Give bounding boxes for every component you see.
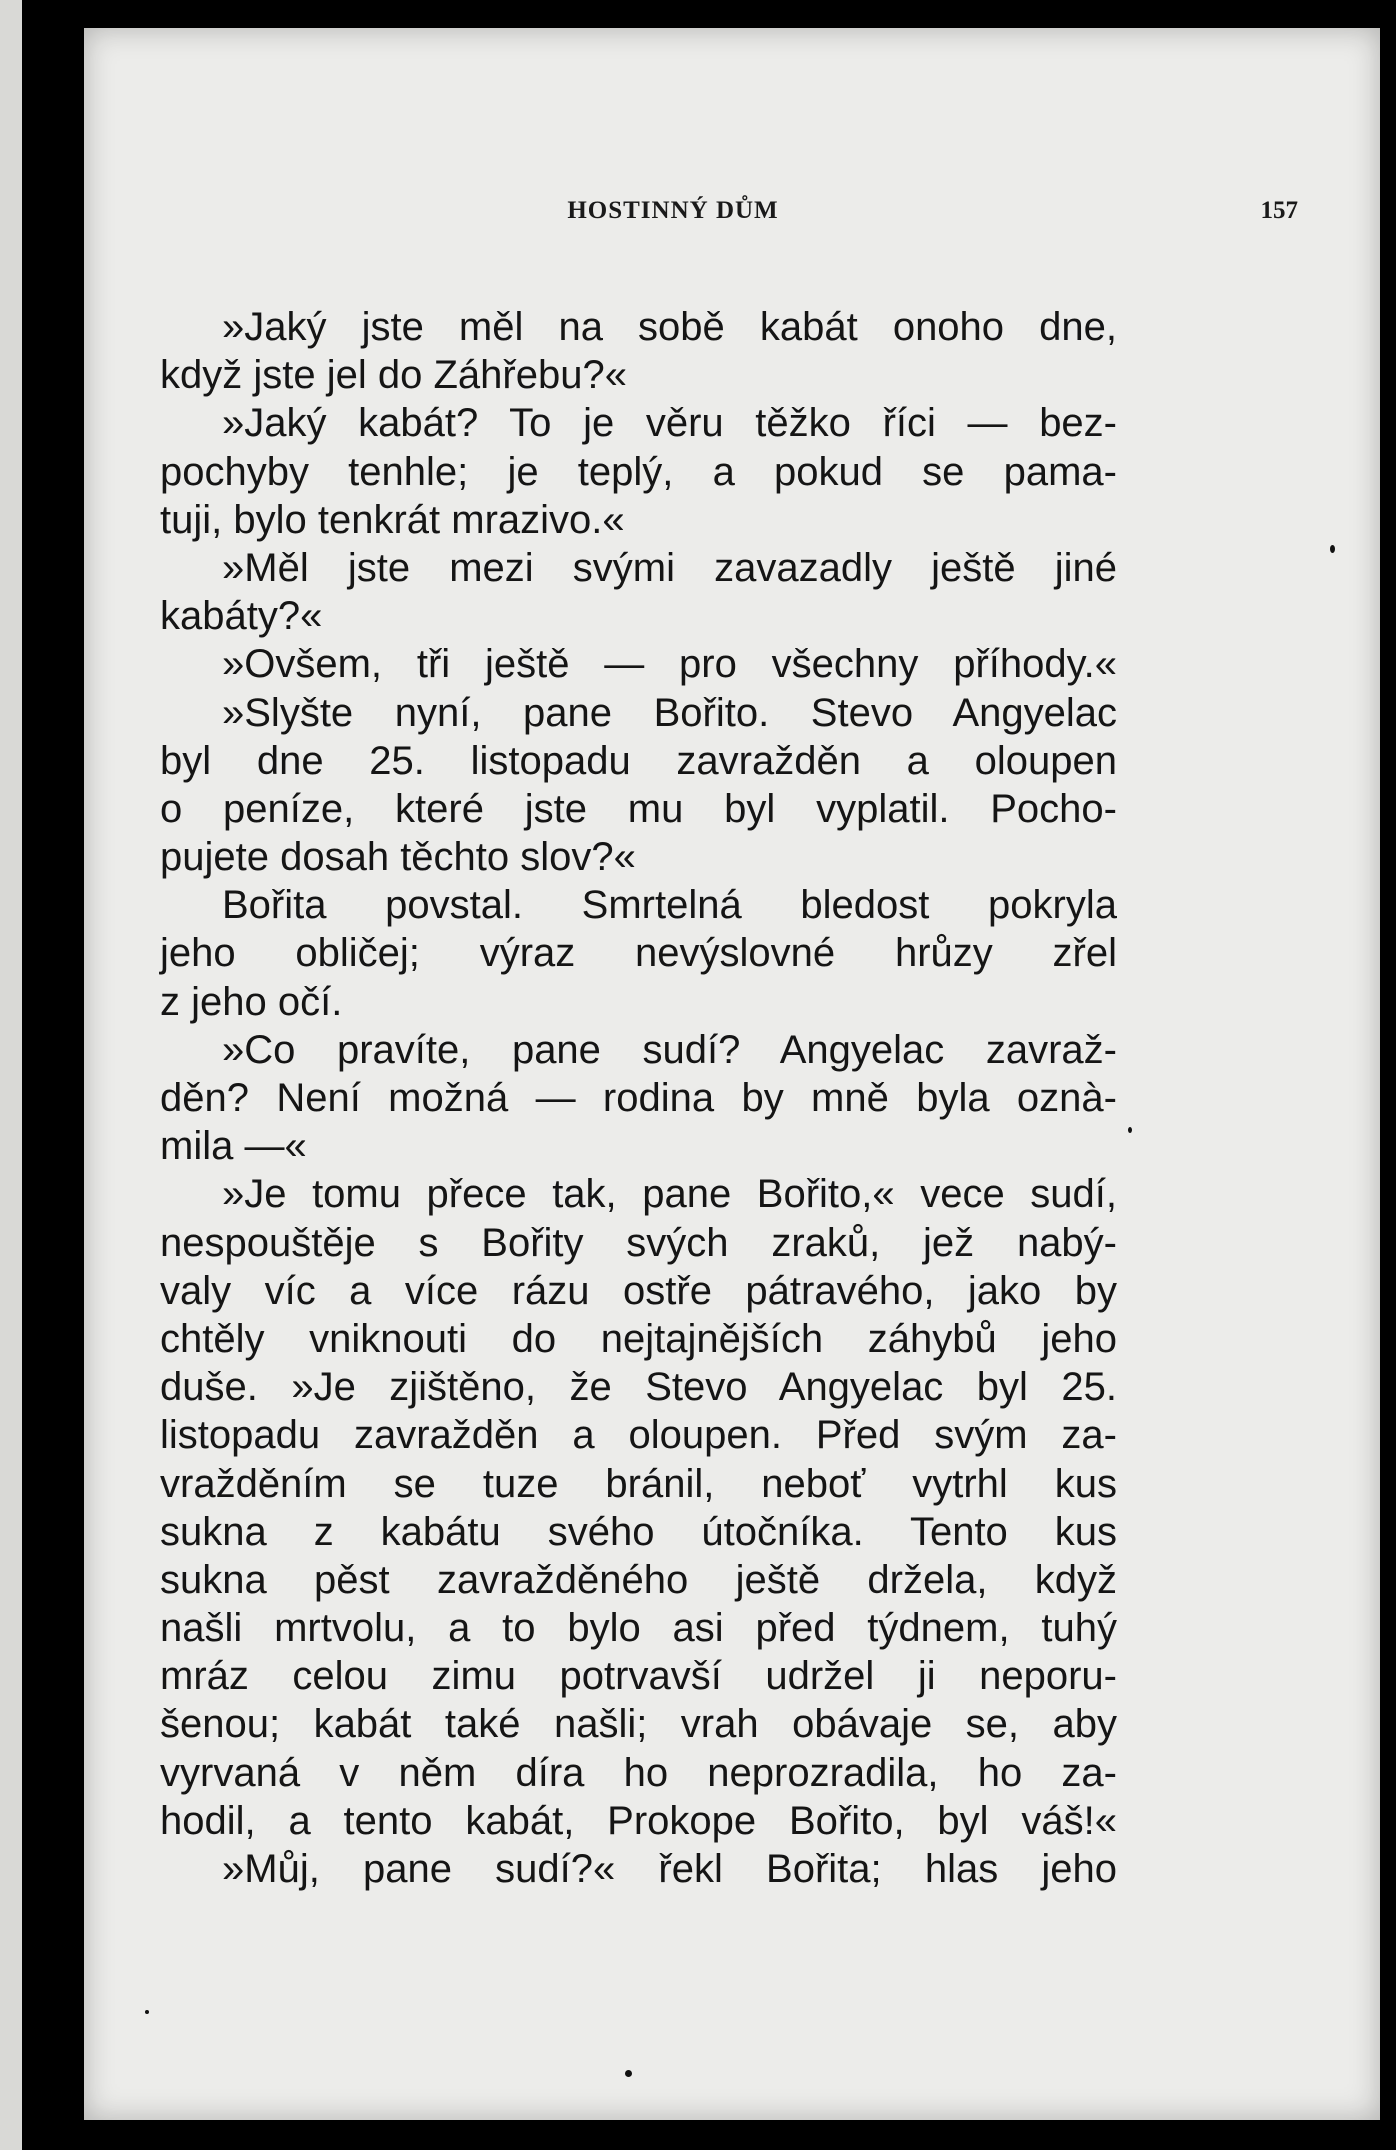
text-line: z jeho očí. (160, 979, 343, 1024)
text-line: listopadu zavražděn a oloupen. Před svým za- (160, 1413, 1117, 1458)
text-line: »Můj, pane sudí?« řekl Bořita; hlas jeho (222, 1847, 1117, 1891)
text-line: byl dne 25. listopadu zavražděn a oloupen (160, 738, 1117, 783)
text-line: »Měl jste mezi svými zavazadly ještě jiné (222, 545, 1117, 590)
text-line: vražděním se tuze bránil, neboť vytrhl kus (160, 1461, 1117, 1506)
page-body-text (160, 303, 1117, 1893)
text-line: jeho obličej; výraz nevýslovné hrůzy zřel (160, 931, 1117, 976)
print-speck (1330, 545, 1335, 553)
print-speck (1128, 1127, 1132, 1133)
text-line: »Ovšem, tři ještě — pro všechny příhody.« (222, 642, 1117, 687)
running-head: HOSTINNÝ DŮM (567, 197, 779, 224)
text-line: sukna z kabátu svého útočníka. Tento kus (160, 1509, 1117, 1554)
text-line: nespouštěje s Bořity svých zraků, jež nabý- (160, 1220, 1117, 1265)
text-line: »Jaký jste měl na sobě kabát onoho dne, (222, 305, 1117, 349)
text-line: chtěly vniknouti do nejtajnějších záhybů jeho (160, 1316, 1117, 1361)
text-line: valy víc a více rázu ostře pátravého, jako by (160, 1268, 1117, 1313)
print-speck (145, 2010, 149, 2014)
text-line: duše. »Je zjištěno, že Stevo Angyelac byl 25. (160, 1365, 1117, 1410)
text-line: hodil, a tento kabát, Prokope Bořito, byl váš!« (160, 1798, 1117, 1843)
text-line: pujete dosah těchto slov?« (160, 835, 636, 880)
text-line: mila —« (160, 1124, 307, 1169)
text-line: »Je tomu přece tak, pane Bořito,« vece sudí, (222, 1172, 1117, 1217)
text-line: Bořita povstal. Smrtelná bledost pokryla (222, 883, 1117, 928)
adjacent-page-edge (0, 0, 22, 2150)
text-line: »Slyšte nyní, pane Bořito. Stevo Angyelac (222, 690, 1117, 735)
text-line: šenou; kabát také našli; vrah obávaje se, aby (160, 1702, 1117, 1747)
text-line: našli mrtvolu, a to bylo asi před týdnem, tuhý (160, 1606, 1117, 1651)
text-line: vyrvaná v něm díra ho neprozradila, ho za- (160, 1750, 1117, 1795)
text-line: tuji, bylo tenkrát mrazivo.« (160, 497, 625, 542)
text-line: o peníze, které jste mu byl vyplatil. Pocho- (160, 786, 1117, 831)
text-line: pochyby tenhle; je teplý, a pokud se pama- (160, 449, 1117, 494)
print-speck (625, 2070, 632, 2077)
text-line: »Jaký kabát? To je věru těžko říci — bez- (222, 401, 1117, 446)
text-line: mráz celou zimu potrvavší udržel ji neporu- (160, 1654, 1117, 1699)
text-line: děn? Není možná — rodina by mně byla oznà- (160, 1076, 1117, 1120)
text-line: sukna pěst zavražděného ještě držela, když (160, 1557, 1117, 1602)
page-header (100, 197, 1298, 237)
text-line: když jste jel do Záhřebu?« (160, 353, 627, 398)
text-line: kabáty?« (160, 594, 323, 639)
text-line: »Co pravíte, pane sudí? Angyelac zavraž- (222, 1027, 1117, 1072)
page-number: 157 (1260, 197, 1298, 224)
